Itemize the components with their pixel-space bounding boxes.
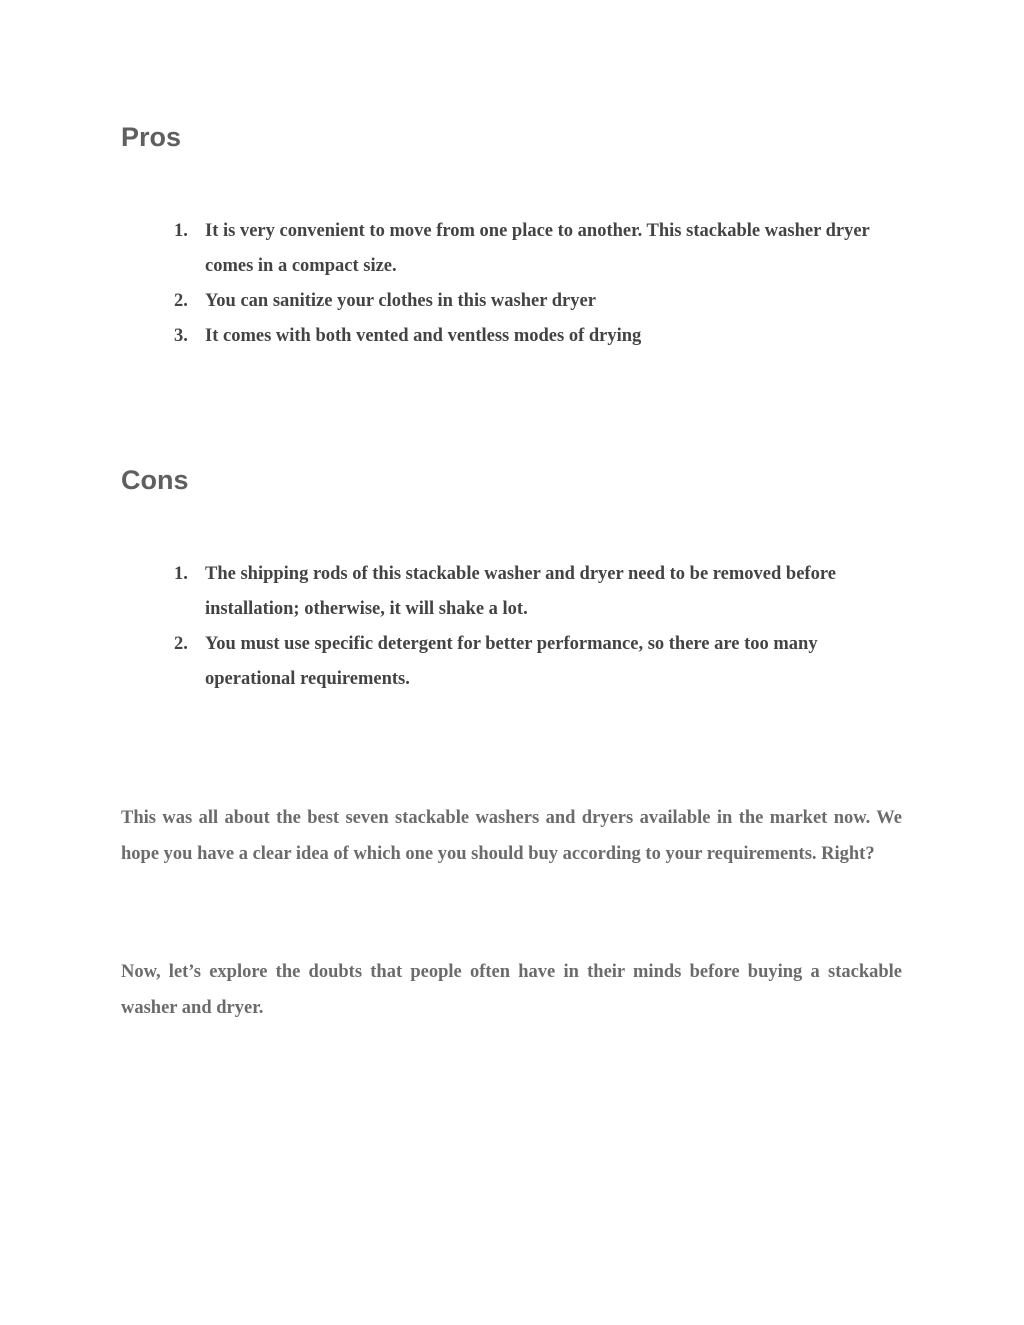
list-number: 2. [174, 291, 188, 311]
list-item [172, 627, 912, 697]
list-item [172, 319, 912, 354]
list-item [172, 214, 912, 284]
pros-heading: Pros [121, 122, 182, 152]
list-item-text: You must use specific detergent for better performance, so there are too many operational requirements. [205, 634, 818, 689]
list-item-text: You can sanitize your clothes in this washer dryer [205, 291, 596, 311]
list-item [172, 557, 912, 627]
list-item [172, 284, 912, 319]
conclusion-paragraph: This was all about the best seven stackable washers and dryers available in the market now. We hope you have a clear idea of which one you should buy according to your requirements. Right? [121, 808, 902, 864]
cons-list [172, 557, 912, 697]
list-number: 1. [174, 564, 188, 584]
transition-paragraph: Now, let’s explore the doubts that people often have in their minds before buying a stackable washer and dryer. [121, 962, 902, 1018]
pros-list [172, 214, 912, 354]
list-item-text: It comes with both vented and ventless modes of drying [205, 326, 642, 346]
list-item-text: It is very convenient to move from one place to another. This stackable washer dryer comes in a compact size. [205, 221, 870, 276]
list-item-text: The shipping rods of this stackable washer and dryer need to be removed before installation; otherwise, it will shake a lot. [205, 564, 836, 619]
list-number: 1. [174, 221, 188, 241]
list-number: 2. [174, 634, 188, 654]
list-number: 3. [174, 326, 188, 346]
cons-heading: Cons [121, 465, 189, 495]
